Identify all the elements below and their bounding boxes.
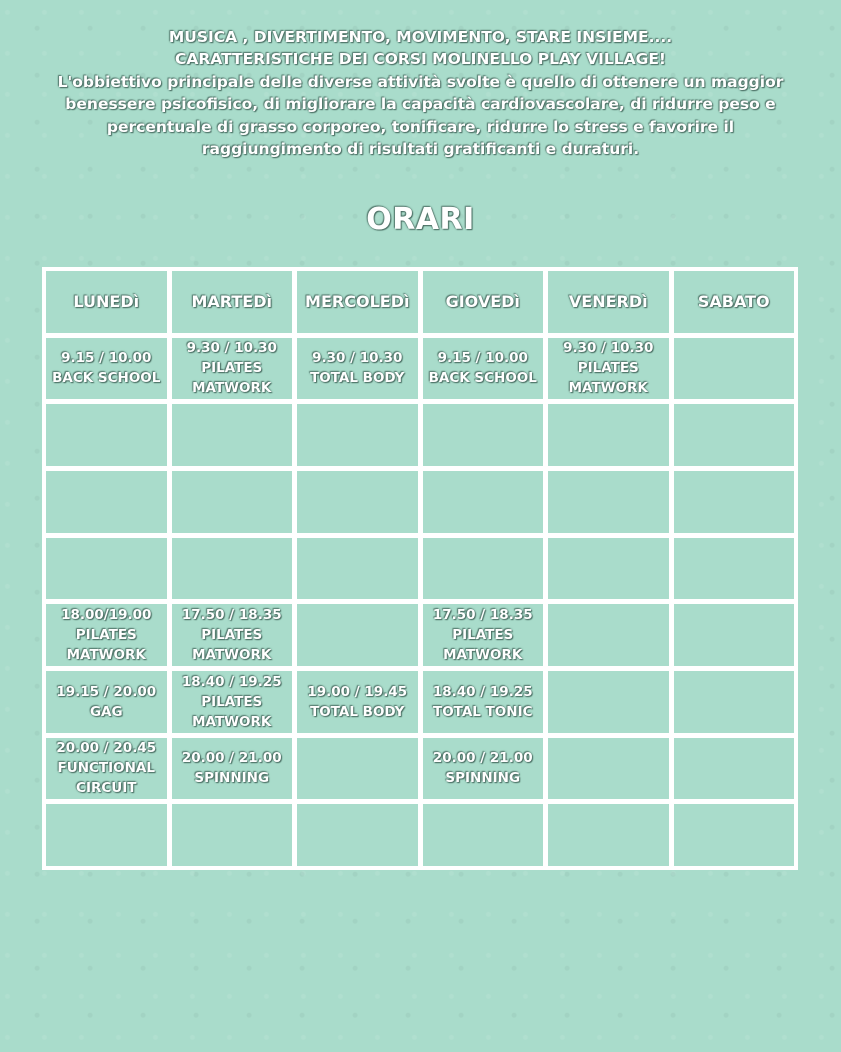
empty-slot [423,404,544,466]
slot-activity: SPINNING [194,770,270,787]
empty-slot [548,738,669,800]
empty-slot [674,338,795,400]
empty-slot [674,804,795,866]
intro-line: CARATTERISTICHE DEI CORSI MOLINELLO PLAY VILLAGE! [175,50,666,69]
slot-time: 18.00/19.00 [61,607,152,624]
schedule-slot [172,671,293,733]
schedule-slot [548,338,669,400]
slot-activity: PILATES [452,627,514,644]
slot-time: 18.40 / 19.25 [181,673,282,690]
slot-time: 9.15 / 10.00 [61,350,152,367]
empty-slot [46,538,167,600]
slot-activity: MATWORK [192,647,272,664]
slot-activity: PILATES [75,627,137,644]
empty-slot [674,671,795,733]
schedule-slot [172,338,293,400]
empty-slot [172,471,293,533]
day-header: MARTEDì [172,271,293,333]
slot-time: 9.30 / 10.30 [186,340,277,357]
empty-slot [172,538,293,600]
day-header: LUNEDì [46,271,167,333]
empty-slot [297,804,418,866]
day-header: VENERDì [548,271,669,333]
slot-time: 20.00 / 20.45 [56,740,157,757]
slot-time: 9.15 / 10.00 [437,350,528,367]
empty-slot [674,738,795,800]
slot-time: 19.15 / 20.00 [56,683,157,700]
slot-activity: TOTAL BODY [310,703,405,720]
empty-slot [674,538,795,600]
empty-slot [172,804,293,866]
empty-slot [423,804,544,866]
empty-slot [548,404,669,466]
schedule-slot [172,604,293,666]
intro-line: raggiungimento di risultati gratificanti e duraturi. [201,140,640,159]
slot-activity: MATWORK [192,380,272,397]
intro-line: L'obbiettivo principale delle diverse attività svolte è quello di ottenere un maggior [57,72,784,91]
slot-time: 9.30 / 10.30 [312,350,403,367]
intro-line: percentuale di grasso corporeo, tonificare, ridurre lo stress e favorire il [106,117,735,136]
schedule-slot [423,338,544,400]
slot-time: 20.00 / 21.00 [432,750,533,767]
slot-activity: PILATES [201,627,263,644]
slot-time: 17.50 / 18.35 [181,607,282,624]
slot-activity: PILATES [577,360,639,377]
slot-activity: BACK SCHOOL [428,370,537,387]
empty-slot [46,804,167,866]
schedule-slot [423,604,544,666]
slot-activity: MATWORK [192,713,272,730]
slot-time: 19.00 / 19.45 [307,683,408,700]
empty-slot [548,471,669,533]
empty-slot [297,604,418,666]
slot-activity: MATWORK [66,647,146,664]
empty-slot [297,538,418,600]
slot-activity: MATWORK [443,647,523,664]
empty-slot [297,738,418,800]
empty-slot [423,471,544,533]
day-header: GIOVEDì [423,271,544,333]
empty-slot [297,471,418,533]
intro-text [10,26,831,160]
empty-slot [172,404,293,466]
slot-activity: TOTAL BODY [310,370,405,387]
schedule-slot [46,671,167,733]
schedule-slot [46,338,167,400]
schedule-slot [46,738,167,800]
schedule-table [42,267,798,870]
empty-slot [46,471,167,533]
slot-time: 17.50 / 18.35 [432,607,533,624]
slot-activity: FUNCTIONAL [57,760,155,777]
empty-slot [674,604,795,666]
slot-activity: PILATES [201,693,263,710]
intro-line: MUSICA , DIVERTIMENTO, MOVIMENTO, STARE INSIEME.... [168,28,673,46]
empty-slot [548,804,669,866]
schedule-slot [46,604,167,666]
slot-activity: TOTAL TONIC [432,703,533,720]
empty-slot [548,538,669,600]
slot-activity: CIRCUIT [76,780,137,797]
slot-time: 9.30 / 10.30 [563,340,654,357]
schedule-slot [172,738,293,800]
day-header: MERCOLEDì [297,271,418,333]
intro-line: benessere psicofisico, di migliorare la capacità cardiovascolare, di ridurre peso e [65,95,776,114]
slot-activity: BACK SCHOOL [52,370,161,387]
day-header: SABATO [674,271,795,333]
schedule-slot [423,738,544,800]
schedule-slot [297,338,418,400]
slot-activity: SPINNING [445,770,521,787]
schedule-slot [297,671,418,733]
schedule-slot [423,671,544,733]
empty-slot [548,604,669,666]
empty-slot [423,538,544,600]
empty-slot [548,671,669,733]
page-title: ORARI [366,202,475,237]
empty-slot [46,404,167,466]
slot-activity: GAG [89,703,123,720]
slot-time: 18.40 / 19.25 [432,683,533,700]
slot-activity: MATWORK [568,380,648,397]
empty-slot [297,404,418,466]
slot-activity: PILATES [201,360,263,377]
empty-slot [674,404,795,466]
slot-time: 20.00 / 21.00 [181,750,282,767]
empty-slot [674,471,795,533]
